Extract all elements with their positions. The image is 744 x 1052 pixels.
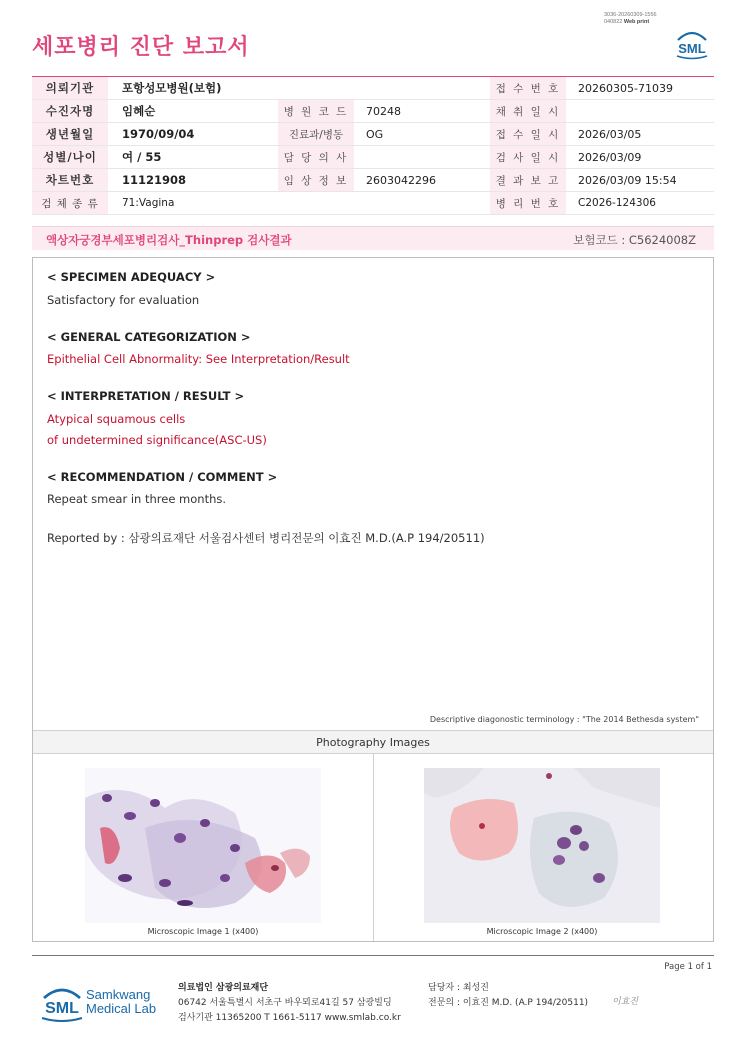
info-label: 결 과 보 고 [490, 169, 566, 192]
info-value: C2026-124306 [566, 192, 714, 215]
info-value [354, 146, 490, 169]
footer-logo-text: SML [45, 1000, 79, 1017]
info-row [32, 192, 714, 215]
recommendation-heading: < RECOMMENDATION / COMMENT > [47, 470, 278, 484]
info-label: 의뢰기관 [32, 77, 108, 100]
info-value [566, 100, 714, 123]
interpretation-text-line2: of undetermined significance(ASC-US) [47, 433, 267, 447]
interpretation-heading: < INTERPRETATION / RESULT > [47, 389, 245, 403]
info-value: 70248 [354, 100, 490, 123]
brand-name-line2: Medical Lab [86, 1001, 157, 1016]
footer-divider [32, 955, 714, 956]
info-label: 생년월일 [32, 123, 108, 146]
reported-by: Reported by : 삼광의료재단 서울검사센터 병리전문의 이효진 M.D.(A.P 194/20511) [47, 531, 485, 545]
info-value: 11121908 [108, 169, 278, 192]
info-value: 71:Vagina [108, 192, 490, 215]
test-title-bar [32, 226, 714, 250]
insurance-code: 보험코드 : C5624008Z [573, 233, 696, 247]
info-value: 1970/09/04 [108, 123, 278, 146]
info-label: 병 원 코 드 [278, 100, 354, 123]
document-code-line1: 3036-20260309-1556 [604, 12, 657, 18]
footer-address: 06742 서울특별시 서초구 바우뫼로41길 57 삼광빌딩 [178, 998, 392, 1008]
photography-images-header: Photography Images [33, 730, 713, 754]
brand-name-line1: Samkwang [86, 987, 151, 1002]
result-box [32, 257, 714, 942]
test-name: 액상자궁경부세포병리검사_Thinprep 검사결과 [46, 233, 292, 247]
web-print-label: Web print [623, 19, 650, 25]
sml-logo-text: SML [678, 41, 706, 56]
info-value: 2603042296 [354, 169, 490, 192]
microscopic-image-2 [424, 768, 660, 923]
info-value: 여 / 55 [108, 146, 278, 169]
specimen-adequacy-heading: < SPECIMEN ADEQUACY > [47, 270, 216, 284]
microscopic-image-1-caption: Microscopic Image 1 (x400) [147, 927, 259, 936]
document-code-line2: 040822 [604, 19, 623, 25]
sml-logo-icon [672, 28, 712, 60]
footer-contact: 검사기관 11365200 T 1661-5117 www.smlab.co.kr [178, 1013, 401, 1023]
info-value: 포항성모병원(보험) [108, 77, 490, 100]
info-row [32, 100, 714, 123]
info-row [32, 169, 714, 192]
info-label: 진료과/병동 [278, 123, 354, 146]
info-row [32, 77, 714, 100]
footer-manager: 담당자 : 최성진 [428, 983, 489, 993]
info-label: 채 취 일 시 [490, 100, 566, 123]
info-label: 병 리 번 호 [490, 192, 566, 215]
patient-info-table [32, 76, 714, 215]
doctor-signature: 이효진 [612, 997, 639, 1007]
general-categorization-text: Epithelial Cell Abnormality: See Interpretation/Result [47, 352, 350, 366]
document-code [604, 12, 657, 26]
info-value: 2026/03/09 [566, 146, 714, 169]
bethesda-note: Descriptive diagonostic terminology : "The 2014 Bethesda system" [429, 715, 699, 724]
samkwang-logo-icon [36, 984, 88, 1024]
interpretation-text-line1: Atypical squamous cells [47, 412, 186, 426]
footer-organization: 의료법인 삼광의료재단 [178, 983, 269, 993]
footer-doctor: 전문의 : 이효진 M.D. (A.P 194/20511) [428, 998, 589, 1008]
specimen-adequacy-text: Satisfactory for evaluation [47, 293, 200, 307]
microscopic-image-1 [85, 768, 321, 923]
info-label: 검 사 일 시 [490, 146, 566, 169]
microscopic-image-2-caption: Microscopic Image 2 (x400) [486, 927, 598, 936]
info-label: 임 상 정 보 [278, 169, 354, 192]
info-row [32, 123, 714, 146]
info-label: 수진자명 [32, 100, 108, 123]
report-title: 세포병리 진단 보고서 [32, 35, 250, 60]
info-value: OG [354, 123, 490, 146]
info-value: 20260305-71039 [566, 77, 714, 100]
info-value: 임혜순 [108, 100, 278, 123]
info-label: 담 당 의 사 [278, 146, 354, 169]
recommendation-text: Repeat smear in three months. [47, 492, 227, 506]
info-label: 성별/나이 [32, 146, 108, 169]
info-label: 접 수 일 시 [490, 123, 566, 146]
info-label: 검 체 종 류 [32, 192, 108, 215]
info-value: 2026/03/05 [566, 123, 714, 146]
info-label: 접 수 번 호 [490, 77, 566, 100]
info-value: 2026/03/09 15:54 [566, 169, 714, 192]
page-number: Page 1 of 1 [664, 962, 712, 972]
general-categorization-heading: < GENERAL CATEGORIZATION > [47, 330, 251, 344]
info-row [32, 146, 714, 169]
photo-divider [373, 754, 374, 941]
info-label: 차트번호 [32, 169, 108, 192]
brand-name [86, 988, 156, 1016]
